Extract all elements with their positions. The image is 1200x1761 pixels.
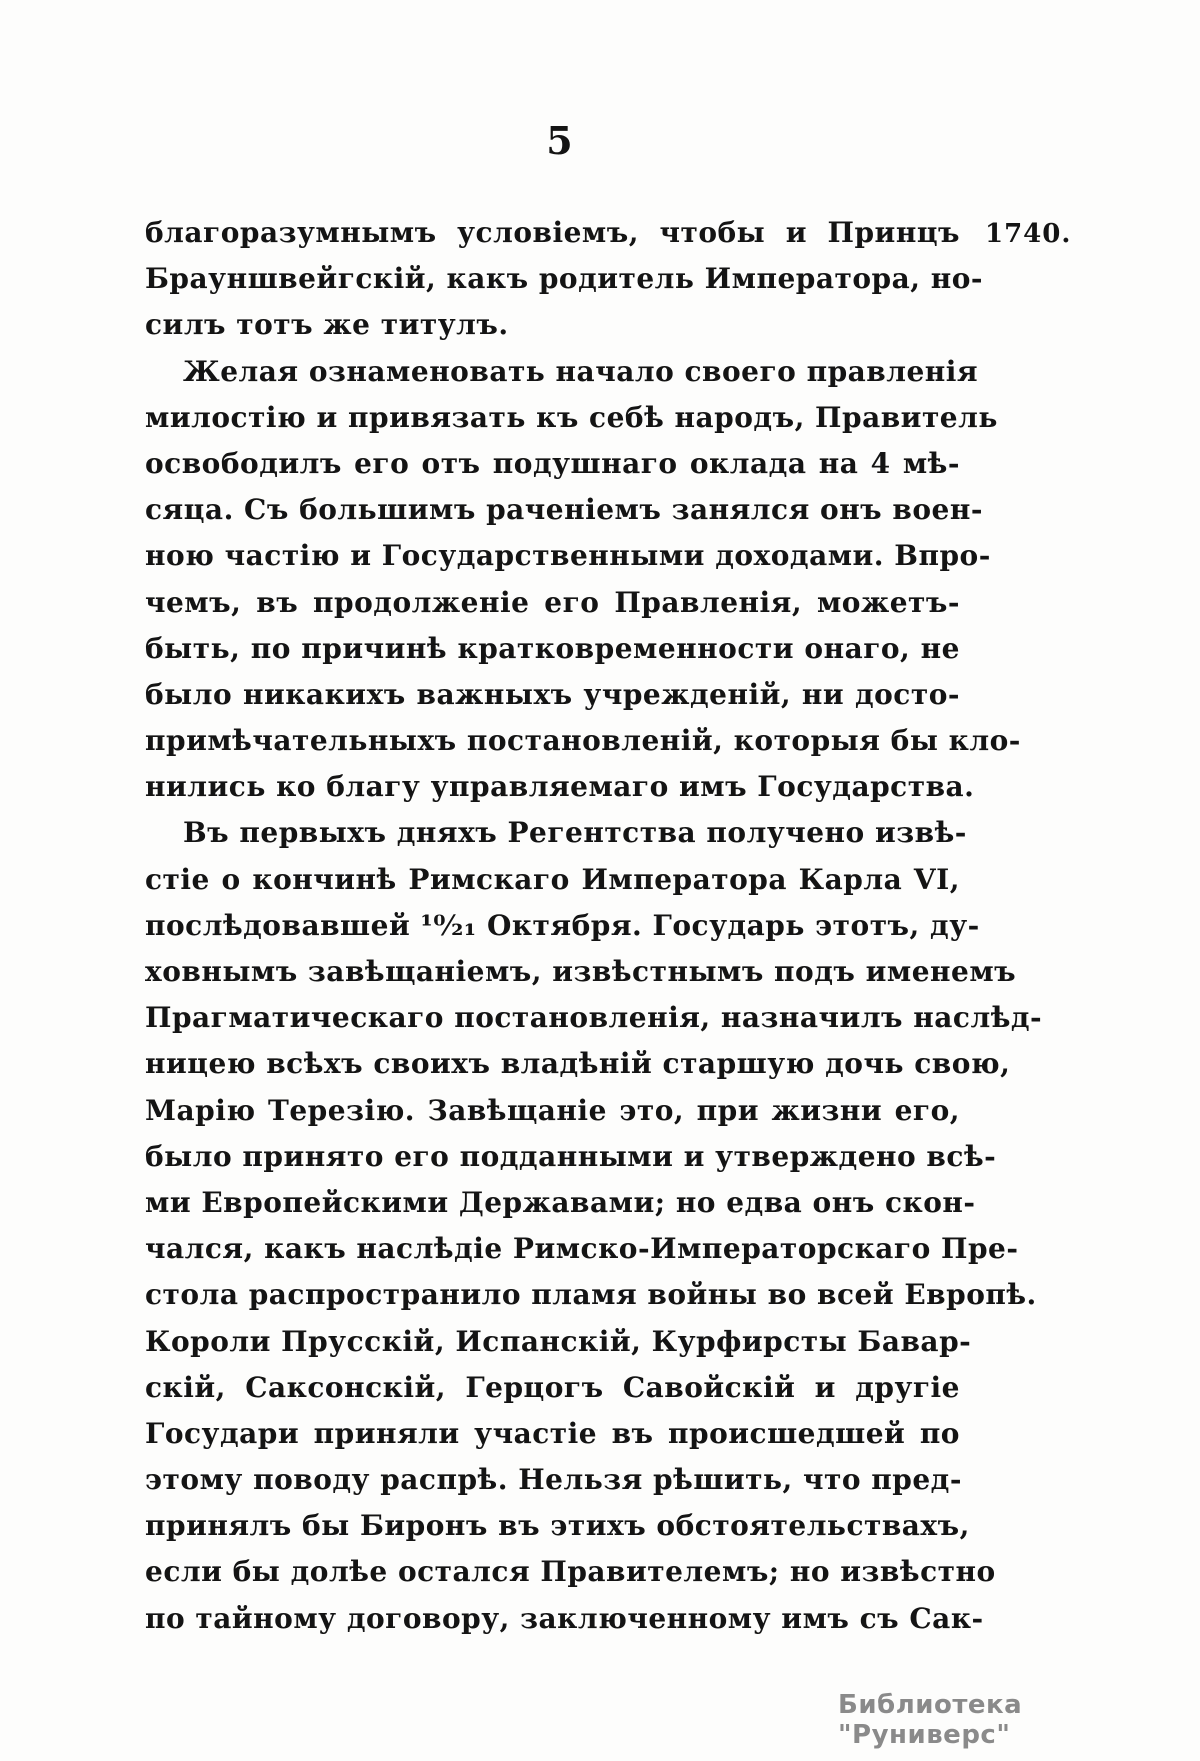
text-line: милостію и привязать къ себѣ народъ, Правитель [145,400,998,434]
text-line: сяца. Съ большимъ раченіемъ занялся онъ воен- [145,493,983,527]
text-line: ховнымъ завѣщаніемъ, извѣстнымъ подъ именемъ [145,955,1017,988]
text-line: ми Европейскими Державами; но едва онъ скон- [145,1185,976,1219]
text-line: чался, какъ наслѣдіе Римско-Императорскаго Пре- [145,1232,1019,1266]
margin-year-note: 1740. [985,219,1072,249]
text-line: нились ко благу управляемаго имъ Государства. [145,770,975,804]
text-line: стола распространило пламя войны во всей Европѣ. [145,1278,1037,1312]
text-line: быть, по причинѣ кратковременности онаго, не [145,631,960,665]
text-line: по тайному договору, заключенному имъ съ Сак- [145,1601,984,1635]
text-line: Желая ознаменовать начало своего правленія [183,354,979,388]
text-line: было никакихъ важныхъ учрежденій, ни досто- [145,677,960,711]
text-line: Марію Терезію. Завѣщаніе это, при жизни его, [145,1093,960,1127]
text-line: освободилъ его отъ подушнаго оклада на 4 мѣ- [145,446,960,480]
text-line: этому поводу распрѣ. Нельзя рѣшить, что пред- [145,1463,962,1497]
text-line: ницею всѣхъ своихъ владѣній старшую дочь свою, [145,1047,1011,1081]
text-line: послѣдовавшей ¹⁰⁄₂₁ Октября. Государь этотъ, ду- [145,908,980,942]
text-line: благоразумнымъ условіемъ, чтобы и Принцъ [145,216,960,249]
text-line: чемъ, въ продолженіе его Правленія, можетъ- [145,585,960,619]
text-line: Государи приняли участіе въ происшедшей по [145,1416,960,1450]
text-line: скій, Саксонскій, Герцогъ Савойскій и другіе [145,1370,960,1404]
text-line: принялъ бы Биронъ въ этихъ обстоятельствахъ, [145,1509,970,1543]
text-line: если бы долѣе остался Правителемъ; но извѣстно [145,1555,996,1589]
text-line: стіе о кончинѣ Римскаго Императора Карла VI, [145,862,960,896]
text-line: силъ тотъ же титулъ. [145,308,509,342]
text-line: примѣчательныхъ постановленій, которыя бы кло- [145,724,1021,758]
text-line: Короли Прусскій, Испанскій, Курфирсты Бавар- [145,1324,972,1358]
library-watermark: Библиотека "Руниверс" [838,1690,1023,1750]
text-line: Въ первыхъ дняхъ Регентства получено извѣ- [183,816,967,850]
text-line: ною частію и Государственными доходами. Впро- [145,539,991,573]
text-line: Брауншвейгскій, какъ родитель Императора, но- [145,262,984,296]
text-line: было принято его подданными и утверждено всѣ- [145,1139,997,1173]
text-line: Прагматическаго постановленія, назначилъ наслѣд- [145,1001,1043,1035]
page-number: 5 [546,118,574,163]
